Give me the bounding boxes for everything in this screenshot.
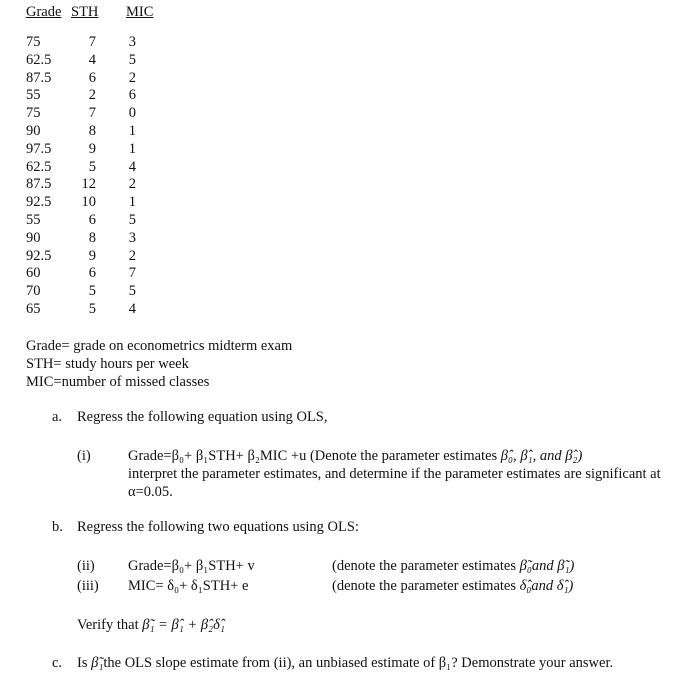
cell-mic: 5 <box>128 211 136 228</box>
table-row <box>26 283 226 301</box>
definition-sth: STH= study hours per week <box>26 356 189 372</box>
part-b-ii-note <box>332 557 574 575</box>
estimate-beta0-hat: β̂₀, <box>500 448 517 464</box>
part-c-text: the OLS slope estimate from (ii), an unbiased estimate of β₁? Demonstrate your answer. <box>103 655 614 671</box>
part-c-question <box>77 654 613 672</box>
table-body <box>26 34 226 319</box>
cell-grade: 70 <box>26 283 41 300</box>
table-row <box>26 105 226 123</box>
part-a-text: Regress the following equation using OLS, <box>77 409 328 425</box>
cell-grade: 90 <box>26 122 41 139</box>
cell-mic: 0 <box>128 105 136 122</box>
part-b-iii-note-text: (denote the parameter estimates <box>332 578 516 594</box>
cell-sth: 7 <box>88 105 96 122</box>
header-grade: Grade <box>26 4 62 20</box>
estimate-and: and <box>539 448 562 464</box>
cell-grade: 87.5 <box>26 176 52 193</box>
cell-sth: 8 <box>88 122 96 139</box>
estimate-beta2-hat: β̂₂) <box>565 448 583 464</box>
definition-grade: Grade= grade on econometrics midterm exam <box>26 338 293 354</box>
table-row <box>26 265 226 283</box>
table-row <box>26 230 226 248</box>
cell-sth: 6 <box>88 69 96 86</box>
table-row <box>26 34 226 52</box>
cell-mic: 3 <box>128 229 136 246</box>
cell-sth: 5 <box>88 158 96 175</box>
cell-sth: 2 <box>88 87 96 104</box>
table-row <box>26 70 226 88</box>
cell-grade: 55 <box>26 211 41 228</box>
part-b-ii-note-text: (denote the parameter estimates <box>332 558 516 574</box>
header-mic: MIC <box>126 4 154 20</box>
cell-grade: 62.5 <box>26 158 52 175</box>
cell-sth: 5 <box>88 300 96 317</box>
cell-grade: 90 <box>26 229 41 246</box>
part-b-text: Regress the following two equations using OLS: <box>77 519 359 535</box>
table-row <box>26 248 226 266</box>
table-row <box>26 123 226 141</box>
cell-sth: 7 <box>88 34 96 50</box>
cell-mic: 6 <box>128 87 136 104</box>
cell-grade: 97.5 <box>26 140 52 157</box>
table-row <box>26 194 226 212</box>
table-row <box>26 159 226 177</box>
table-row <box>26 141 226 159</box>
estimate-beta1-hat: β̂₁, <box>520 448 537 464</box>
verify-equation: β̃₁ = β̂₁ + β̂₂δ̂₁ <box>142 617 225 633</box>
cell-mic: 1 <box>128 122 136 139</box>
cell-sth: 9 <box>88 140 96 157</box>
cell-sth: 8 <box>88 229 96 246</box>
cell-mic: 1 <box>128 194 136 211</box>
estimate-beta-tilde: β̃₀and β̃₁) <box>519 558 575 574</box>
cell-grade: 87.5 <box>26 69 52 86</box>
cell-grade: 62.5 <box>26 51 52 68</box>
cell-sth: 10 <box>81 194 96 211</box>
table-row <box>26 52 226 70</box>
cell-grade: 55 <box>26 87 41 104</box>
part-c-marker: c. <box>52 655 63 671</box>
table-row <box>26 87 226 105</box>
part-a-i-continuation: interpret the parameter estimates, and determine if the parameter estimates are significant at α=0.05. <box>128 466 661 500</box>
part-b-ii-marker: (ii) <box>77 558 95 574</box>
part-a-marker: a. <box>52 409 63 425</box>
cell-sth: 6 <box>88 211 96 228</box>
part-b-verify <box>77 616 225 634</box>
table-row <box>26 176 226 194</box>
table-row <box>26 301 226 319</box>
part-a-i-marker: (i) <box>77 448 91 464</box>
cell-sth: 4 <box>88 51 96 68</box>
cell-mic: 2 <box>128 247 136 264</box>
cell-sth: 9 <box>88 247 96 264</box>
cell-grade: 92.5 <box>26 194 52 211</box>
cell-sth: 12 <box>81 176 96 193</box>
part-c-pre: Is <box>77 655 88 671</box>
part-c-beta-tilde: β̃₁ <box>91 655 104 671</box>
definition-mic: MIC=number of missed classes <box>26 374 210 390</box>
cell-mic: 7 <box>128 265 136 282</box>
estimate-delta-hat: δ̂₀and δ̂₁) <box>519 578 574 594</box>
cell-mic: 5 <box>128 283 136 300</box>
header-sth: STH <box>71 4 99 20</box>
part-b-ii-equation: Grade=β₀+ β₁STH+ v <box>128 558 255 574</box>
part-b-iii-marker: (iii) <box>77 578 99 594</box>
cell-mic: 1 <box>128 140 136 157</box>
cell-sth: 5 <box>88 283 96 300</box>
cell-grade: 92.5 <box>26 247 52 264</box>
cell-mic: 2 <box>128 176 136 193</box>
table-row <box>26 212 226 230</box>
cell-mic: 5 <box>128 51 136 68</box>
cell-grade: 75 <box>26 105 41 122</box>
cell-mic: 3 <box>128 34 136 50</box>
cell-grade: 65 <box>26 300 41 317</box>
cell-mic: 2 <box>128 69 136 86</box>
part-a-i-equation-text: Grade=β₀+ β₁STH+ β₂MIC +u (Denote the parameter estimates <box>128 448 498 464</box>
part-b-marker: b. <box>52 519 63 535</box>
part-b-verify-text: Verify that <box>77 617 139 633</box>
part-b-iii-note <box>332 577 573 595</box>
cell-sth: 6 <box>88 265 96 282</box>
cell-mic: 4 <box>128 158 136 175</box>
cell-grade: 75 <box>26 34 41 50</box>
cell-grade: 60 <box>26 265 41 282</box>
cell-mic: 4 <box>128 300 136 317</box>
part-a-i-equation <box>128 447 582 465</box>
part-b-iii-equation: MIC= δ₀+ δ₁STH+ e <box>128 578 249 594</box>
